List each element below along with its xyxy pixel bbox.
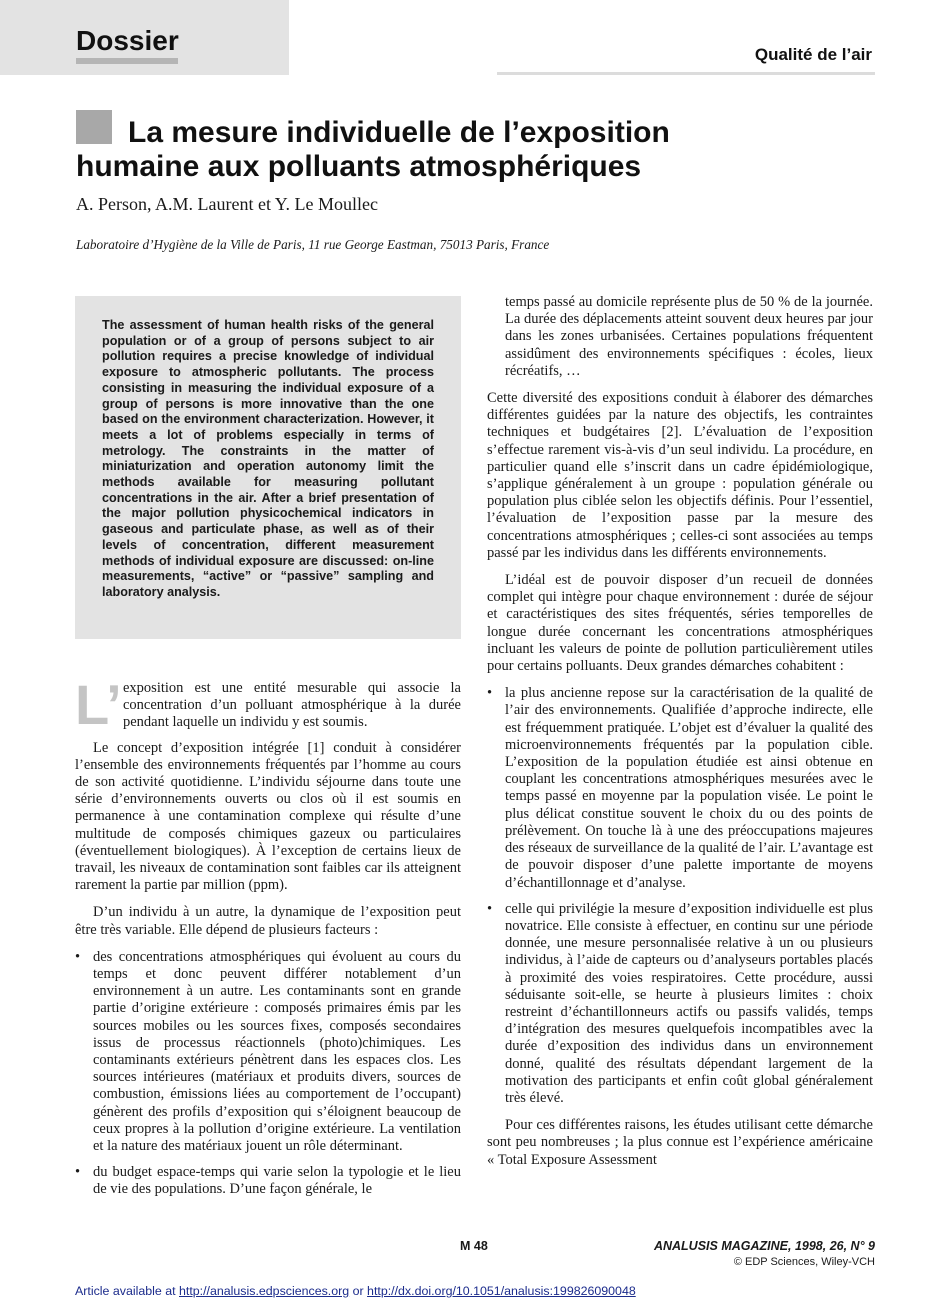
list-item: • la plus ancienne repose sur la caractérisation de la qualité de l’air des environnements. Qualifiée d’approche indirecte, elle est fréquemment pratiquée. L’objet est d’évaluer la qualité des microenvironnements fréquentés par la population cible. L’exposition de la population étudiée est ainsi obtenue en couplant les concentrations atmosphériques mesurées avec le temps passé en moyenne par la population visée. Le point le plus délicat constitue souvent le choix du ou des points de prélèvement. On touche là à une des préoccupations majeures des réseaux de surveillance de la qualité de l’air. L’avantage est de pouvoir disposer d’une palette importante de moyens d’échantillonnage et d’analyse. — [487, 685, 873, 891]
right-column — [487, 294, 873, 1179]
list-item: • du budget espace-temps qui varie selon la typologie et le lieu de vie des populations. D’une façon générale, le — [75, 1164, 461, 1198]
doi-link[interactable]: http://dx.doi.org/10.1051/analusis:199826090048 — [367, 1284, 636, 1298]
abstract-text: The assessment of human health risks of the general population or of a group of persons subject to air pollution requires a precise knowledge of individual exposure to atmospheric pollutants. The process consisting in measuring the individual exposure of a group of persons is more innovative than the one based on the environment characterization. However, it meets a lot of problems especially in terms of metrology. The constraints in the matter of miniaturization and operation autonomy limit the methods available for measuring pollutant concentrations in the air. After a brief presentation of the major pollution physicochemical indicators in gaseous and particulate phase, as well as of their levels of concentration, different measurement methods of individual exposure are discussed: on-line measurements, “active” or “passive” sampling and laboratory analysis. — [102, 318, 434, 599]
paragraph: Pour ces différentes raisons, les études utilisant cette démarche sont peu nombreuses ; la plus connue est l’expérience américaine « Total Exposure Assessment — [487, 1117, 873, 1168]
drop-cap: L’ — [75, 673, 122, 736]
list-item: • des concentrations atmosphériques qui évoluent au cours du temps et donc peuvent différer notablement d’un environnement à un autre. Les contaminants sont en grande partie d’origine extérieure : composés primaires émis par les sources mobiles ou les sources fixes, composés secondaires issus de processus réactionnels (photo)chimiques. Les contaminants extérieurs pénètrent dans les espaces clos. Les sources intérieures (matériaux et produits divers, sources de combustion, émissions liées au comportement de l’occupant) génèrent des profils d’exposition qui s’éloignent beaucoup de ceux propres à la pollution d’origine extérieure. La ventilation et la nature des matériaux jouent un rôle déterminant. — [75, 949, 461, 1155]
dossier-underline — [76, 58, 178, 64]
paragraph: Cette diversité des expositions conduit à élaborer des démarches différentes guidées par la nature des objectifs, les contraintes techniques et budgétaires [2]. L’évaluation de l’exposition s’effectue rarement vis-à-vis d’un seul individu. La procédure, en particulier quand elle s’inscrit dans un cadre épidémiologique, s’applique généralement à un groupe : population générale ou population plus ciblée selon les objectifs définis. Pour l’essentiel, l’évaluation de l’exposition passe par la mesure des concentrations atmosphériques ; celles-ci sont associées au temps passé par les individus dans les différents environnements. — [487, 390, 873, 561]
journal-reference: ANALUSIS MAGAZINE, 1998, 26, N° 9 — [653, 1239, 875, 1253]
article-availability — [75, 1284, 636, 1298]
article-title — [76, 116, 876, 184]
edp-link[interactable]: http://analusis.edpsciences.org — [179, 1284, 350, 1298]
page-number: M 48 — [460, 1239, 488, 1253]
list-item: • celle qui privilégie la mesure d’exposition individuelle est plus novatrice. Elle consiste à effectuer, en continu sur une période donnée, une mesure personnalisée relative à un ou plusieurs individus, à l’aide de capteurs ou d’analyseurs portables placés à proximité des voies respiratoires. Cette procédure, aussi séduisante soit-elle, se heurte à plusieurs limites : choix restreint d’échantillonneurs actifs ou passifs validés, temps d’intégration des mesures quelquefois incompatibles avec la durée d’exposition des individus dans un environnement donné, qualité des résultats dépendant largement de la motivation des participants et enfin coût global généralement très élevé. — [487, 901, 873, 1107]
factor-list — [75, 949, 461, 1199]
dossier-label: Dossier — [76, 25, 179, 56]
paragraph: Le concept d’exposition intégrée [1] conduit à considérer l’ensemble des environnements fréquentés par l’homme au cours de son activité quotidienne. L’individu séjourne dans toute une série d’environnements ouverts ou clos où il est soumis en permanence à une contamination complexe qui résulte d’une multitude de composés chimiques gazeux ou particulaires (éventuellement biologiques). À l’exception de certains lieux de travail, les niveaux de contamination sont faibles car ils atteignent rarement la partie par million (ppm). — [75, 739, 461, 894]
paragraph: L’idéal est de pouvoir disposer d’un recueil de données complet qui intègre pour chaque environnement : durée de séjour et caractéristiques des sites fréquentés, séries temporelles de longue durée concernant les concentrations atmosphériques incluant les valeurs de pointe de pollution particulièrement utiles pour certains polluants. Deux grandes démarches cohabitent : — [487, 572, 873, 675]
or-text: or — [349, 1284, 368, 1298]
title-line-2: humaine aux polluants atmosphériques — [76, 150, 642, 183]
continued-list-item: temps passé au domicile représente plus de 50 % de la journée. La durée des déplacements atteint souvent deux heures par jour dans les zones urbanisées. Certaines populations fréquentent assidûment des environnements spécifiques : écoles, lieux récréatifs, … — [505, 294, 873, 379]
intro-paragraph — [75, 673, 461, 736]
section-divider — [497, 72, 875, 75]
authors: A. Person, A.M. Laurent et Y. Le Moullec — [76, 194, 378, 214]
title-line-1: La mesure individuelle de l’exposition — [128, 116, 670, 149]
left-column — [75, 673, 461, 1209]
intro-text: exposition est une entité mesurable qui associe la concentration d’un polluant atmosphérique à la durée pendant laquelle un individu y est soumis. — [123, 680, 461, 731]
paragraph: D’un individu à un autre, la dynamique de l’exposition peut être très variable. Elle dépend de plusieurs facteurs : — [75, 904, 461, 938]
availability-prefix: Article available at — [75, 1284, 179, 1298]
affiliation: Laboratoire d’Hygiène de la Ville de Paris, 11 rue George Eastman, 75013 Paris, France — [76, 237, 550, 252]
approach-list — [487, 685, 873, 1107]
copyright: © EDP Sciences, Wiley-VCH — [733, 1256, 875, 1268]
section-title: Qualité de l’air — [754, 45, 872, 64]
